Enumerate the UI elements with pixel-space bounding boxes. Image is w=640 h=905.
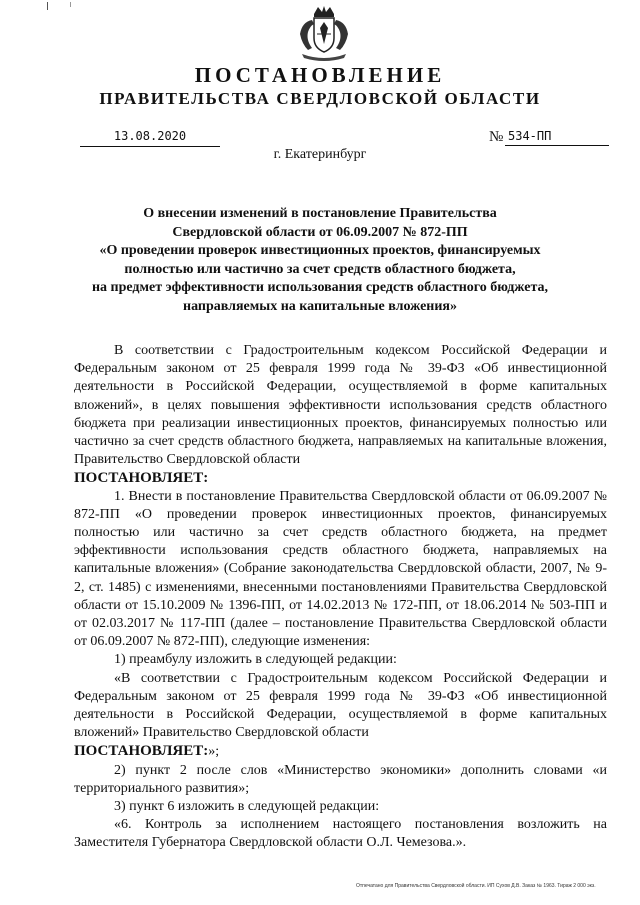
scan-mark (47, 2, 48, 10)
city: г. Екатеринбург (273, 147, 367, 162)
subject-line: О внесении изменений в постановление Правительства (143, 206, 497, 221)
subitem-1: 1) преамбулу изложить в следующей редакции: (114, 652, 397, 668)
quoted-decree-line (74, 742, 607, 761)
document-type-title: ПОСТАНОВЛЕНИЕ (194, 63, 446, 87)
item-1-paragraph: 1. Внести в постановление Правительства Свердловской области от 06.09.2007 № 872-ПП «О проведении проверок инвестиционных проектов, финансируемых полностью или частично за счет средств областного бюджета, на предмет эффективности использования средств областного бюджета, направляемых на капитальные вложения» (Собрание законодательства Свердловской области, 2007, № 9-2, ст. 1485) с изменениями, внесенными постановлениями Правительства Свердловской области от 15.10.2009 № 1396-ПП, от 14.02.2013 № 172-ПП, от 18.06.2014 № 503-ПП и от 02.03.2017 № 117-ПП (далее – постановление Правительства Свердловской области от 06.09.2007 № 872-ПП), следующие изменения: (74, 488, 607, 650)
print-imprint: Отпечатано для Правительства Свердловской области. ИП Сухов Д.В. Заказ № 1963. Тираж 2 000 экз. (356, 883, 596, 889)
coat-of-arms-emblem (292, 4, 356, 64)
preamble-paragraph: В соответствии с Градостроительным кодексом Российской Федерации и Федеральным законом от 25 февраля 1999 года № 39-ФЗ «Об инвестиционной деятельности в Российской Федерации, осуществляемой в форме капитальных вложений», в целях повышения эффективности использования средств областного бюджета при реализации инвестиционных проектов, финансируемых полностью или частично за счет средств областного бюджета, направляемых на капитальные вложения, Правительство Свердловской области (74, 343, 607, 468)
scan-mark (70, 2, 71, 7)
document-number: 534-ПП (505, 128, 609, 146)
subject-line: Свердловской области от 06.09.2007 № 872-ПП (172, 224, 468, 240)
subitem-3: 3) пункт 6 изложить в следующей редакции: (114, 799, 380, 815)
quoted-preamble: «В соответствии с Градостроительным кодексом Российской Федерации и Федеральным законом от 25 февраля 1999 года № 39-ФЗ «Об инвестиционной деятельности в Российской Федерации, осуществляемой в форме капитальных вложений» Правительство Свердловской области (74, 670, 607, 741)
subject-line: «О проведении проверок инвестиционных проектов, финансируемых (99, 243, 541, 259)
quoted-decree-word: ПОСТАНОВЛЯЕТ: (74, 743, 209, 760)
document-date: 13.08.2020 (80, 128, 220, 147)
subject-line: направляемых на капитальные вложения» (183, 298, 457, 314)
subject-line: полностью или частично за счет средств областного бюджета, (124, 261, 516, 277)
decree-word: ПОСТАНОВЛЯЕТ: (74, 470, 209, 487)
subject-line: на предмет эффективности использования средств областного бюджета, (91, 280, 549, 296)
subitem-2: 2) пункт 2 после слов «Министерство экономики» дополнить словами «и территориального развития»; (74, 762, 607, 796)
document-body (74, 342, 607, 853)
issuing-authority: ПРАВИТЕЛЬСТВА СВЕРДЛОВСКОЙ ОБЛАСТИ (99, 89, 541, 108)
quoted-item-6: «6. Контроль за исполнением настоящего постановления возложить на Заместителя Губернатора Свердловской области О.Л. Чемезова.». (74, 817, 607, 851)
number-sign: № (489, 129, 504, 145)
quote-close: »; (208, 744, 220, 760)
document-subject (60, 205, 580, 317)
